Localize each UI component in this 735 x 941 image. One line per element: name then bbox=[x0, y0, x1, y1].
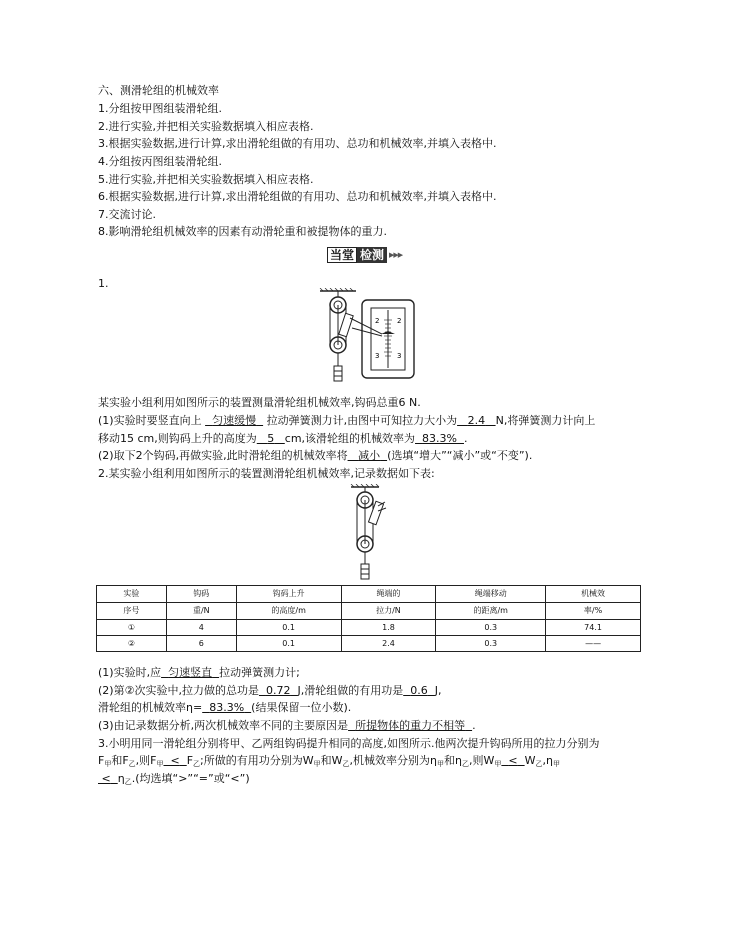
table-row: ① 4 0.1 1.8 0.3 74.1 bbox=[97, 620, 641, 636]
step-7: 7.交流讨论. bbox=[98, 208, 156, 221]
q3-line-3: < $\eta_乙$.(均选填“>”“=”或“<”) bbox=[98, 771, 250, 790]
section-title: 六、测滑轮组的机械效率 bbox=[98, 84, 219, 97]
q2-sub-2b: 滑轮组的机械效率η= 83.3% (结果保留一位小数). bbox=[98, 701, 352, 714]
table-header-row: 序号 重/N 的高度/m 拉力/N 的距离/m 率/% bbox=[97, 603, 641, 620]
q1-intro: 某实验小组利用如图所示的装置测量滑轮组机械效率,钩码总重6 N. bbox=[98, 396, 421, 409]
step-2: 2.进行实验,并把相关实验数据填入相应表格. bbox=[98, 120, 314, 133]
answer-blank: 83.3% bbox=[209, 701, 245, 714]
answer-blank: 83.3% bbox=[422, 432, 457, 445]
step-1: 1.分组按甲图组装滑轮组. bbox=[98, 102, 222, 115]
step-5: 5.进行实验,并把相关实验数据填入相应表格. bbox=[98, 173, 314, 186]
in-class-test-banner bbox=[327, 247, 402, 263]
answer-blank: 匀速竖直 bbox=[168, 666, 213, 679]
answer-blank: < bbox=[508, 754, 518, 767]
answer-blank: < bbox=[170, 754, 180, 767]
step-3: 3.根据实验数据,进行计算,求出滑轮组做的有用功、总功和机械效率,并填入表格中. bbox=[98, 137, 497, 150]
q3-line-2: $F_甲$和$F_乙$,则$F_甲 < F_乙$;所做的有用功分别为$W_甲$和$W_乙$,机械效率分别为$\eta_甲$和$\eta_乙$,则$W_甲 < W_乙,\eta_甲$ bbox=[98, 754, 560, 768]
q2-sub-3: (3)由记录数据分析,两次机械效率不同的主要原因是 所提物体的重力不相等 . bbox=[98, 719, 476, 732]
q1-number: 1. bbox=[98, 277, 109, 290]
answer-blank: 5 bbox=[267, 432, 275, 445]
table-row: ② 6 0.1 2.4 0.3 —— bbox=[97, 636, 641, 652]
q2-intro: 2.某实验小组利用如图所示的装置测滑轮组机械效率,记录数据如下表: bbox=[98, 467, 435, 480]
experiment-data-table bbox=[96, 585, 641, 652]
step-6: 6.根据实验数据,进行计算,求出滑轮组做的有用功、总功和机械效率,并填入表格中. bbox=[98, 190, 497, 203]
answer-blank: 减小 bbox=[358, 449, 381, 462]
q2-sub-2: (2)第②次实验中,拉力做的总功是 0.72 J,滑轮组做的有用功是 0.6 J, bbox=[98, 684, 442, 697]
step-8: 8.影响滑轮组机械效率的因素有动滑轮重和被提物体的重力. bbox=[98, 225, 387, 238]
q3-line-1: 3.小明用同一滑轮组分别将甲、乙两组钩码提升相同的高度,如图所示.他两次提升钩码所用的拉力分别为 bbox=[98, 737, 600, 750]
answer-blank: 0.72 bbox=[265, 684, 291, 697]
table-header-row: 实验 钩码 钩码上升 绳端的 绳端移动 机械效 bbox=[97, 586, 641, 603]
pulley-spring-scale-figure bbox=[318, 288, 418, 383]
answer-blank: 2.4 bbox=[467, 414, 486, 427]
step-4: 4.分组按丙图组装滑轮组. bbox=[98, 155, 222, 168]
scale-label: 3 bbox=[397, 352, 402, 360]
scale-label: 2 bbox=[375, 317, 380, 325]
pulley-figure-2 bbox=[345, 484, 395, 580]
answer-blank: 0.6 bbox=[410, 684, 428, 697]
answer-blank: 匀速缓慢 bbox=[212, 414, 257, 427]
q1-line-2: 移动15 cm,则钩码上升的高度为 5 cm,该滑轮组的机械效率为 83.3% . bbox=[98, 432, 468, 445]
banner-part1: 当堂 bbox=[327, 247, 357, 263]
answer-blank: < bbox=[101, 772, 111, 785]
banner-part2: 检测 bbox=[357, 247, 387, 263]
scale-label: 2 bbox=[397, 317, 402, 325]
q1-line-3: (2)取下2个钩码,再做实验,此时滑轮组的机械效率将 减小 (选填“增大”“减小”或“不变”). bbox=[98, 449, 533, 462]
banner-arrows: ▶▶▶ bbox=[389, 251, 403, 259]
scale-label: 3 bbox=[375, 352, 380, 360]
answer-blank: 所提物体的重力不相等 bbox=[355, 719, 466, 732]
q2-sub-1: (1)实验时,应 匀速竖直 拉动弹簧测力计; bbox=[98, 666, 300, 679]
q1-line-1: (1)实验时要竖直向上 匀速缓慢 拉动弹簧测力计,由图中可知拉力大小为 2.4 N,将弹簧测力计向上 bbox=[98, 414, 596, 427]
